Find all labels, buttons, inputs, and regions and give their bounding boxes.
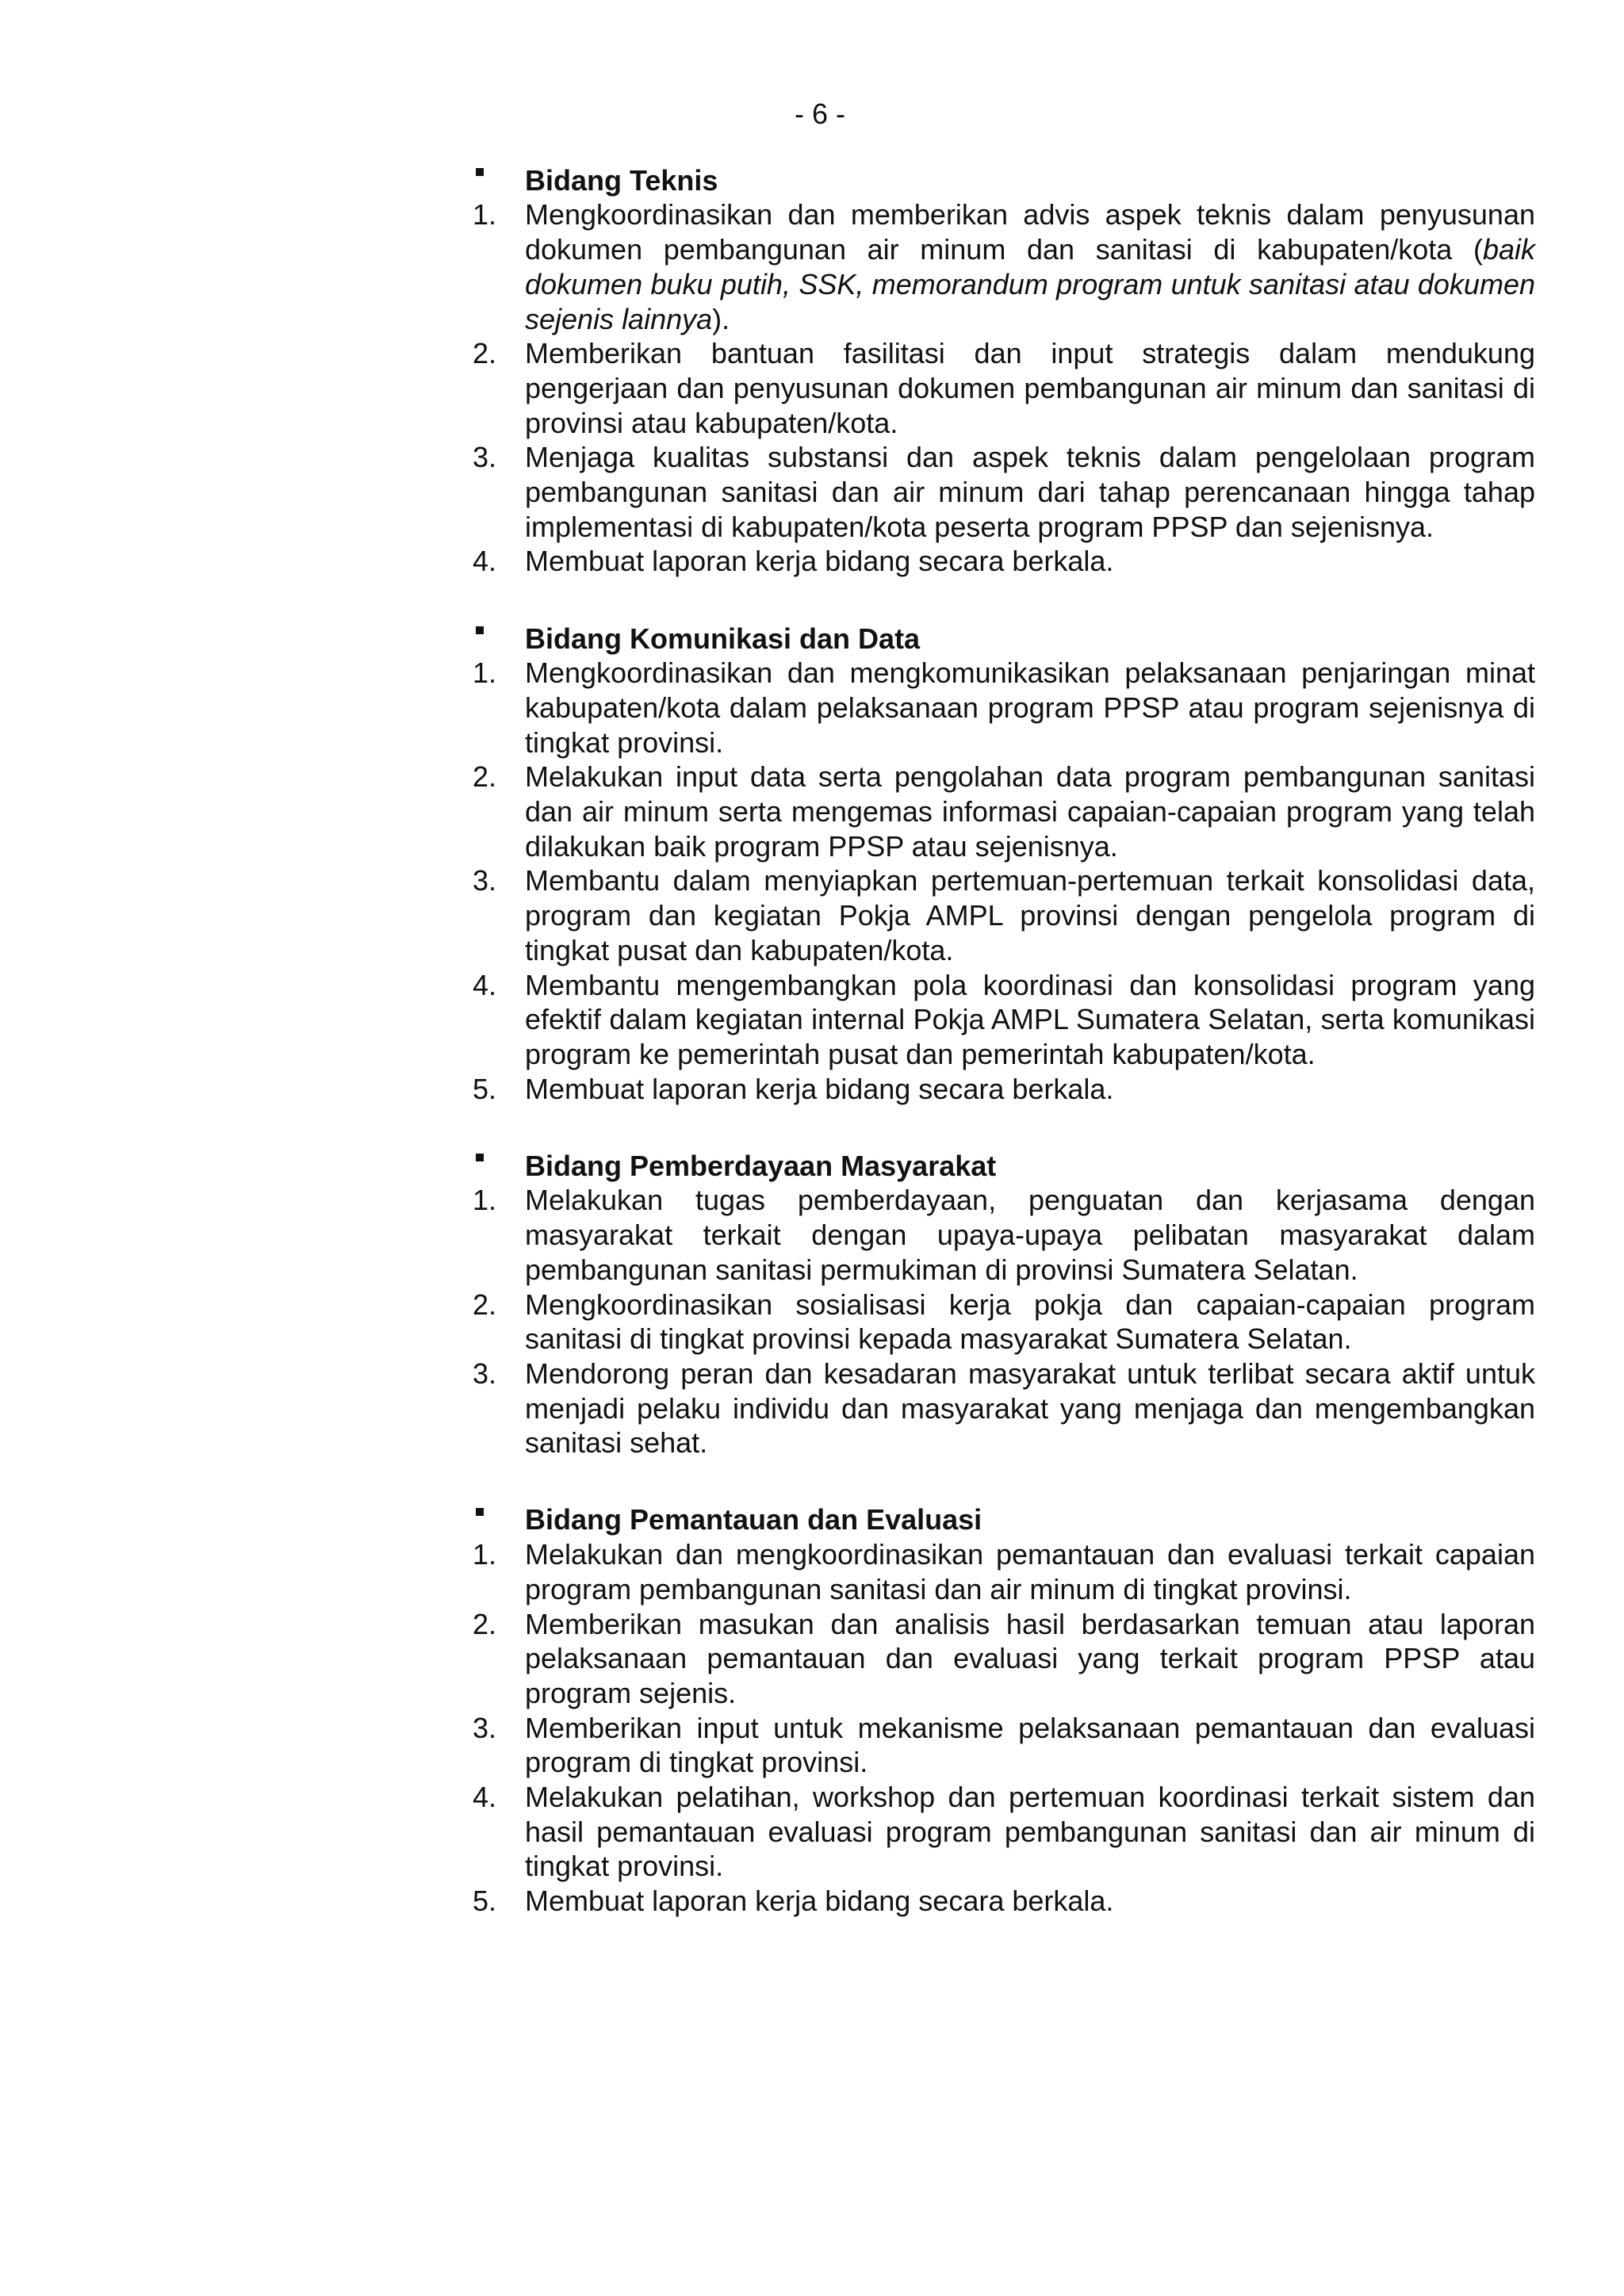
list-item	[473, 760, 1535, 863]
list-item	[473, 1357, 1535, 1460]
list-item	[473, 1183, 1535, 1287]
list-item	[473, 544, 1535, 579]
section-bidang-pemantauan-dan-evaluasi	[473, 1495, 1535, 1919]
item-text: Memberikan masukan dan analisis hasil berdasarkan temuan atau laporan pelaksanaan pemantauan dan evaluasi yang terkait program PPSP atau program sejenis.	[525, 1607, 1535, 1709]
square-bullet-icon	[473, 614, 525, 649]
item-number: 5.	[473, 1885, 497, 1918]
section-heading	[473, 614, 1535, 656]
list-item	[473, 1780, 1535, 1884]
item-number: 3.	[473, 864, 497, 897]
item-text: Memberikan input untuk mekanisme pelaksanaan pemantauan dan evaluasi program di tingkat provinsi.	[525, 1711, 1535, 1779]
section-bidang-pemberdayaan-masyarakat	[473, 1141, 1535, 1460]
item-text	[525, 197, 1535, 336]
section-title: Bidang Teknis	[525, 163, 718, 197]
section-title: Bidang Komunikasi dan Data	[525, 622, 921, 655]
numbered-list	[473, 1183, 1535, 1460]
page-number: - 6 -	[794, 98, 845, 130]
item-number: 4.	[473, 968, 497, 1001]
square-bullet-icon	[473, 1495, 525, 1530]
item-number: 4.	[473, 545, 497, 578]
item-text: Memberikan bantuan fasilitasi dan input strategis dalam mendukung pengerjaan dan penyusunan dokumen pembangunan air minum dan sanitasi di provinsi atau kabupaten/kota.	[525, 337, 1535, 439]
item-number: 5.	[473, 1072, 497, 1105]
section-heading	[473, 155, 1535, 197]
item-text: Menjaga kualitas substansi dan aspek teknis dalam pengelolaan program pembangunan sanitasi dan air minum dari tahap perencanaan hingga tahap implementasi di kabupaten/kota peserta program PPSP dan sejenisnya.	[525, 441, 1535, 543]
item-text: Membuat laporan kerja bidang secara berkala.	[525, 545, 1114, 578]
item-number: 1.	[473, 1538, 497, 1571]
section-title: Bidang Pemberdayaan Masyarakat	[525, 1149, 997, 1182]
list-item	[473, 1711, 1535, 1780]
document-body	[473, 155, 1535, 1919]
list-item	[473, 1884, 1535, 1919]
item-text: Mendorong peran dan kesadaran masyarakat untuk terlibat secara aktif untuk menjadi pelaku individu dan masyarakat yang menjaga dan mengembangkan sanitasi sehat.	[525, 1357, 1535, 1460]
item-number: 1.	[473, 656, 497, 690]
item-text: Membuat laporan kerja bidang secara berkala.	[525, 1072, 1114, 1105]
list-item	[473, 440, 1535, 544]
list-item	[473, 863, 1535, 967]
numbered-list	[473, 197, 1535, 579]
item-text: Membuat laporan kerja bidang secara berkala.	[525, 1885, 1114, 1918]
section-heading	[473, 1141, 1535, 1183]
list-item	[473, 1537, 1535, 1606]
item-number: 2.	[473, 1288, 497, 1321]
item-number: 1.	[473, 1184, 497, 1217]
section-bidang-komunikasi-dan-data	[473, 614, 1535, 1107]
square-bullet-icon	[473, 155, 525, 190]
item-number: 3.	[473, 441, 497, 474]
item-text: Melakukan tugas pemberdayaan, penguatan dan kerjasama dengan masyarakat terkait dengan upaya-upaya pelibatan masyarakat dalam pembangunan sanitasi permukiman di provinsi Sumatera Selatan.	[525, 1184, 1535, 1286]
item-text: Melakukan dan mengkoordinasikan pemantauan dan evaluasi terkait capaian program pembangunan sanitasi dan air minum di tingkat provinsi.	[525, 1538, 1535, 1605]
item-number: 1.	[473, 198, 497, 232]
item-text: Melakukan input data serta pengolahan data program pembangunan sanitasi dan air minum serta mengemas informasi capaian-capaian program yang telah dilakukan baik program PPSP atau sejenisnya.	[525, 760, 1535, 863]
item-text: Mengkoordinasikan sosialisasi kerja pokja dan capaian-capaian program sanitasi di tingkat provinsi kepada masyarakat Sumatera Selatan.	[525, 1288, 1535, 1356]
item-text: Membantu mengembangkan pola koordinasi dan konsolidasi program yang efektif dalam kegiatan internal Pokja AMPL Sumatera Selatan, serta komunikasi program ke pemerintah pusat dan pemerintah kabupaten/kota.	[525, 968, 1535, 1070]
list-item	[473, 968, 1535, 1072]
square-bullet-icon	[473, 1141, 525, 1176]
numbered-list	[473, 1537, 1535, 1919]
item-number: 2.	[473, 337, 497, 370]
item-number: 3.	[473, 1357, 497, 1390]
list-item	[473, 1288, 1535, 1357]
section-title: Bidang Pemantauan dan Evaluasi	[525, 1503, 982, 1536]
section-bidang-teknis	[473, 155, 1535, 579]
item-text: Melakukan pelatihan, workshop dan pertemuan koordinasi terkait sistem dan hasil pemantauan evaluasi program pembangunan sanitasi dan air minum di tingkat provinsi.	[525, 1781, 1535, 1883]
item-text-italic: baik dokumen buku putih, SSK, memorandum program untuk sanitasi atau dokumen sejenis lainnya	[525, 233, 1535, 335]
item-number: 3.	[473, 1711, 497, 1744]
list-item	[473, 197, 1535, 336]
list-item	[473, 1607, 1535, 1711]
item-number: 2.	[473, 760, 497, 794]
list-item	[473, 1072, 1535, 1107]
item-number: 2.	[473, 1607, 497, 1640]
item-text-end: ).	[712, 302, 730, 335]
numbered-list	[473, 656, 1535, 1106]
section-heading	[473, 1495, 1535, 1537]
item-text: Membantu dalam menyiapkan pertemuan-pertemuan terkait konsolidasi data, program dan kegiatan Pokja AMPL provinsi dengan pengelola program di tingkat pusat dan kabupaten/kota.	[525, 864, 1535, 966]
item-text: Mengkoordinasikan dan mengkomunikasikan pelaksanaan penjaringan minat kabupaten/kota dalam pelaksanaan program PPSP atau program sejenisnya di tingkat provinsi.	[525, 656, 1535, 759]
item-number: 4.	[473, 1781, 497, 1814]
list-item	[473, 656, 1535, 760]
item-text-start: Mengkoordinasikan dan memberikan advis aspek teknis dalam penyusunan dokumen pembangunan air minum dan sanitasi di kabupaten/kota (	[525, 198, 1535, 266]
list-item	[473, 336, 1535, 440]
